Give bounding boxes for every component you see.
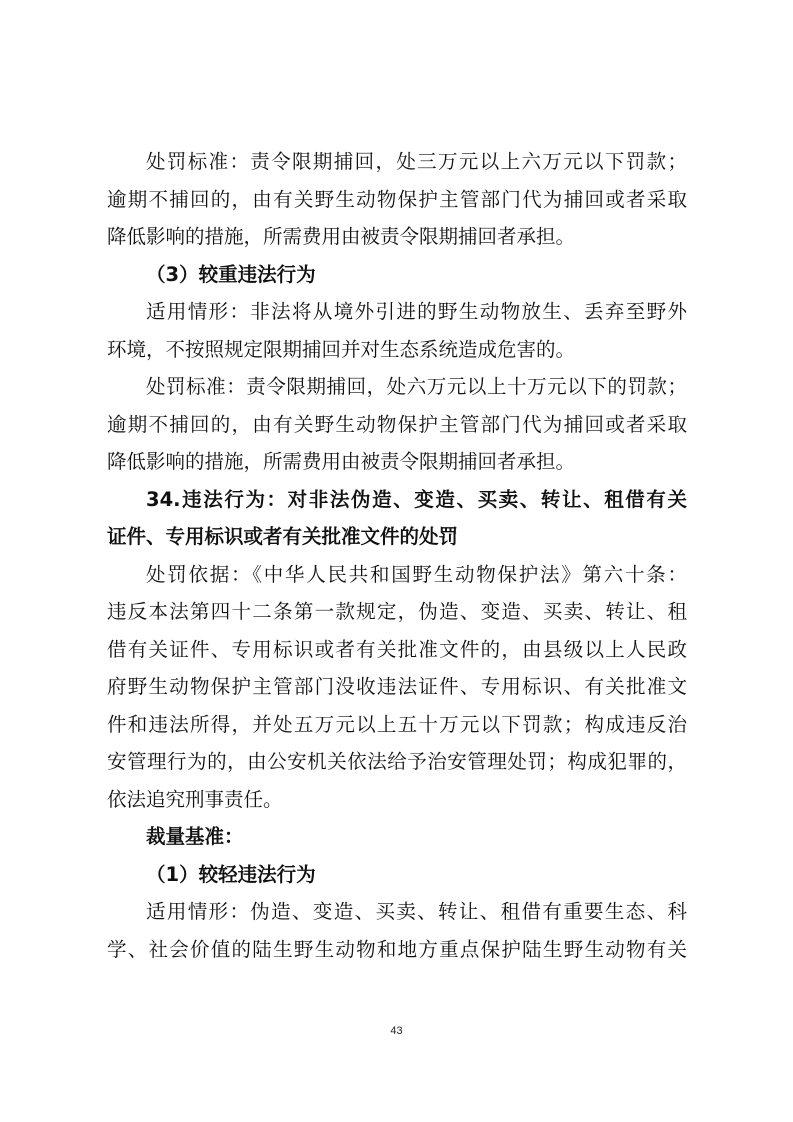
paragraph-penalty-standard-line: 处罚标准：责令限期捕回，处三万元以上六万元以下罚款； <box>146 150 687 173</box>
paragraph-penalty-basis-line: 处罚依据：《中华人民共和国野生动物保护法》第六十条： <box>146 563 687 586</box>
paragraph-penalty-basis-line: 件和违法所得，并处五万元以上五十万元以下罚款；构成违反治 <box>107 713 687 736</box>
paragraph-applicable-circumstances-line: 适用情形：非法将从境外引进的野生动物放生、丢弃至野外 <box>146 300 687 323</box>
paragraph-penalty-basis-line: 安管理行为的，由公安机关依法给予治安管理处罚；构成犯罪的， <box>107 750 687 773</box>
section-heading-34: 证件、专用标识或者有关批准文件的处罚 <box>107 525 459 548</box>
paragraph-penalty-standard-line: 处罚标准：责令限期捕回，处六万元以上十万元以下的罚款； <box>146 375 687 398</box>
paragraph-applicable-circumstances-line: 学、社会价值的陆生野生动物和地方重点保护陆生野生动物有关 <box>107 938 687 961</box>
paragraph-penalty-standard-line: 降低影响的措施，所需费用由被责令限期捕回者承担。 <box>107 225 576 248</box>
subheading-serious-violation: （3）较重违法行为 <box>146 263 316 286</box>
paragraph-penalty-standard-line: 逾期不捕回的，由有关野生动物保护主管部门代为捕回或者采取 <box>107 413 687 436</box>
paragraph-applicable-circumstances-line: 环境，不按照规定限期捕回并对生态系统造成危害的。 <box>107 338 576 361</box>
subheading-discretion-standard: 裁量基准： <box>146 825 244 848</box>
paragraph-penalty-basis-line: 府野生动物保护主管部门没收违法证件、专用标识、有关批准文 <box>107 675 687 698</box>
paragraph-penalty-basis-line: 依法追究刑事责任。 <box>107 788 283 811</box>
paragraph-penalty-standard-line: 逾期不捕回的，由有关野生动物保护主管部门代为捕回或者采取 <box>107 188 687 211</box>
subheading-minor-violation: （1）较轻违法行为 <box>146 863 316 886</box>
paragraph-applicable-circumstances-line: 适用情形：伪造、变造、买卖、转让、租借有重要生态、科 <box>146 900 687 923</box>
section-heading-34: 34.违法行为：对非法伪造、变造、买卖、转让、租借有关 <box>146 488 687 511</box>
page-number: 43 <box>390 1025 403 1037</box>
paragraph-penalty-basis-line: 借有关证件、专用标识或者有关批准文件的，由县级以上人民政 <box>107 638 687 661</box>
paragraph-penalty-standard-line: 降低影响的措施，所需费用由被责令限期捕回者承担。 <box>107 450 576 473</box>
paragraph-penalty-basis-line: 违反本法第四十二条第一款规定，伪造、变造、买卖、转让、租 <box>107 600 687 623</box>
